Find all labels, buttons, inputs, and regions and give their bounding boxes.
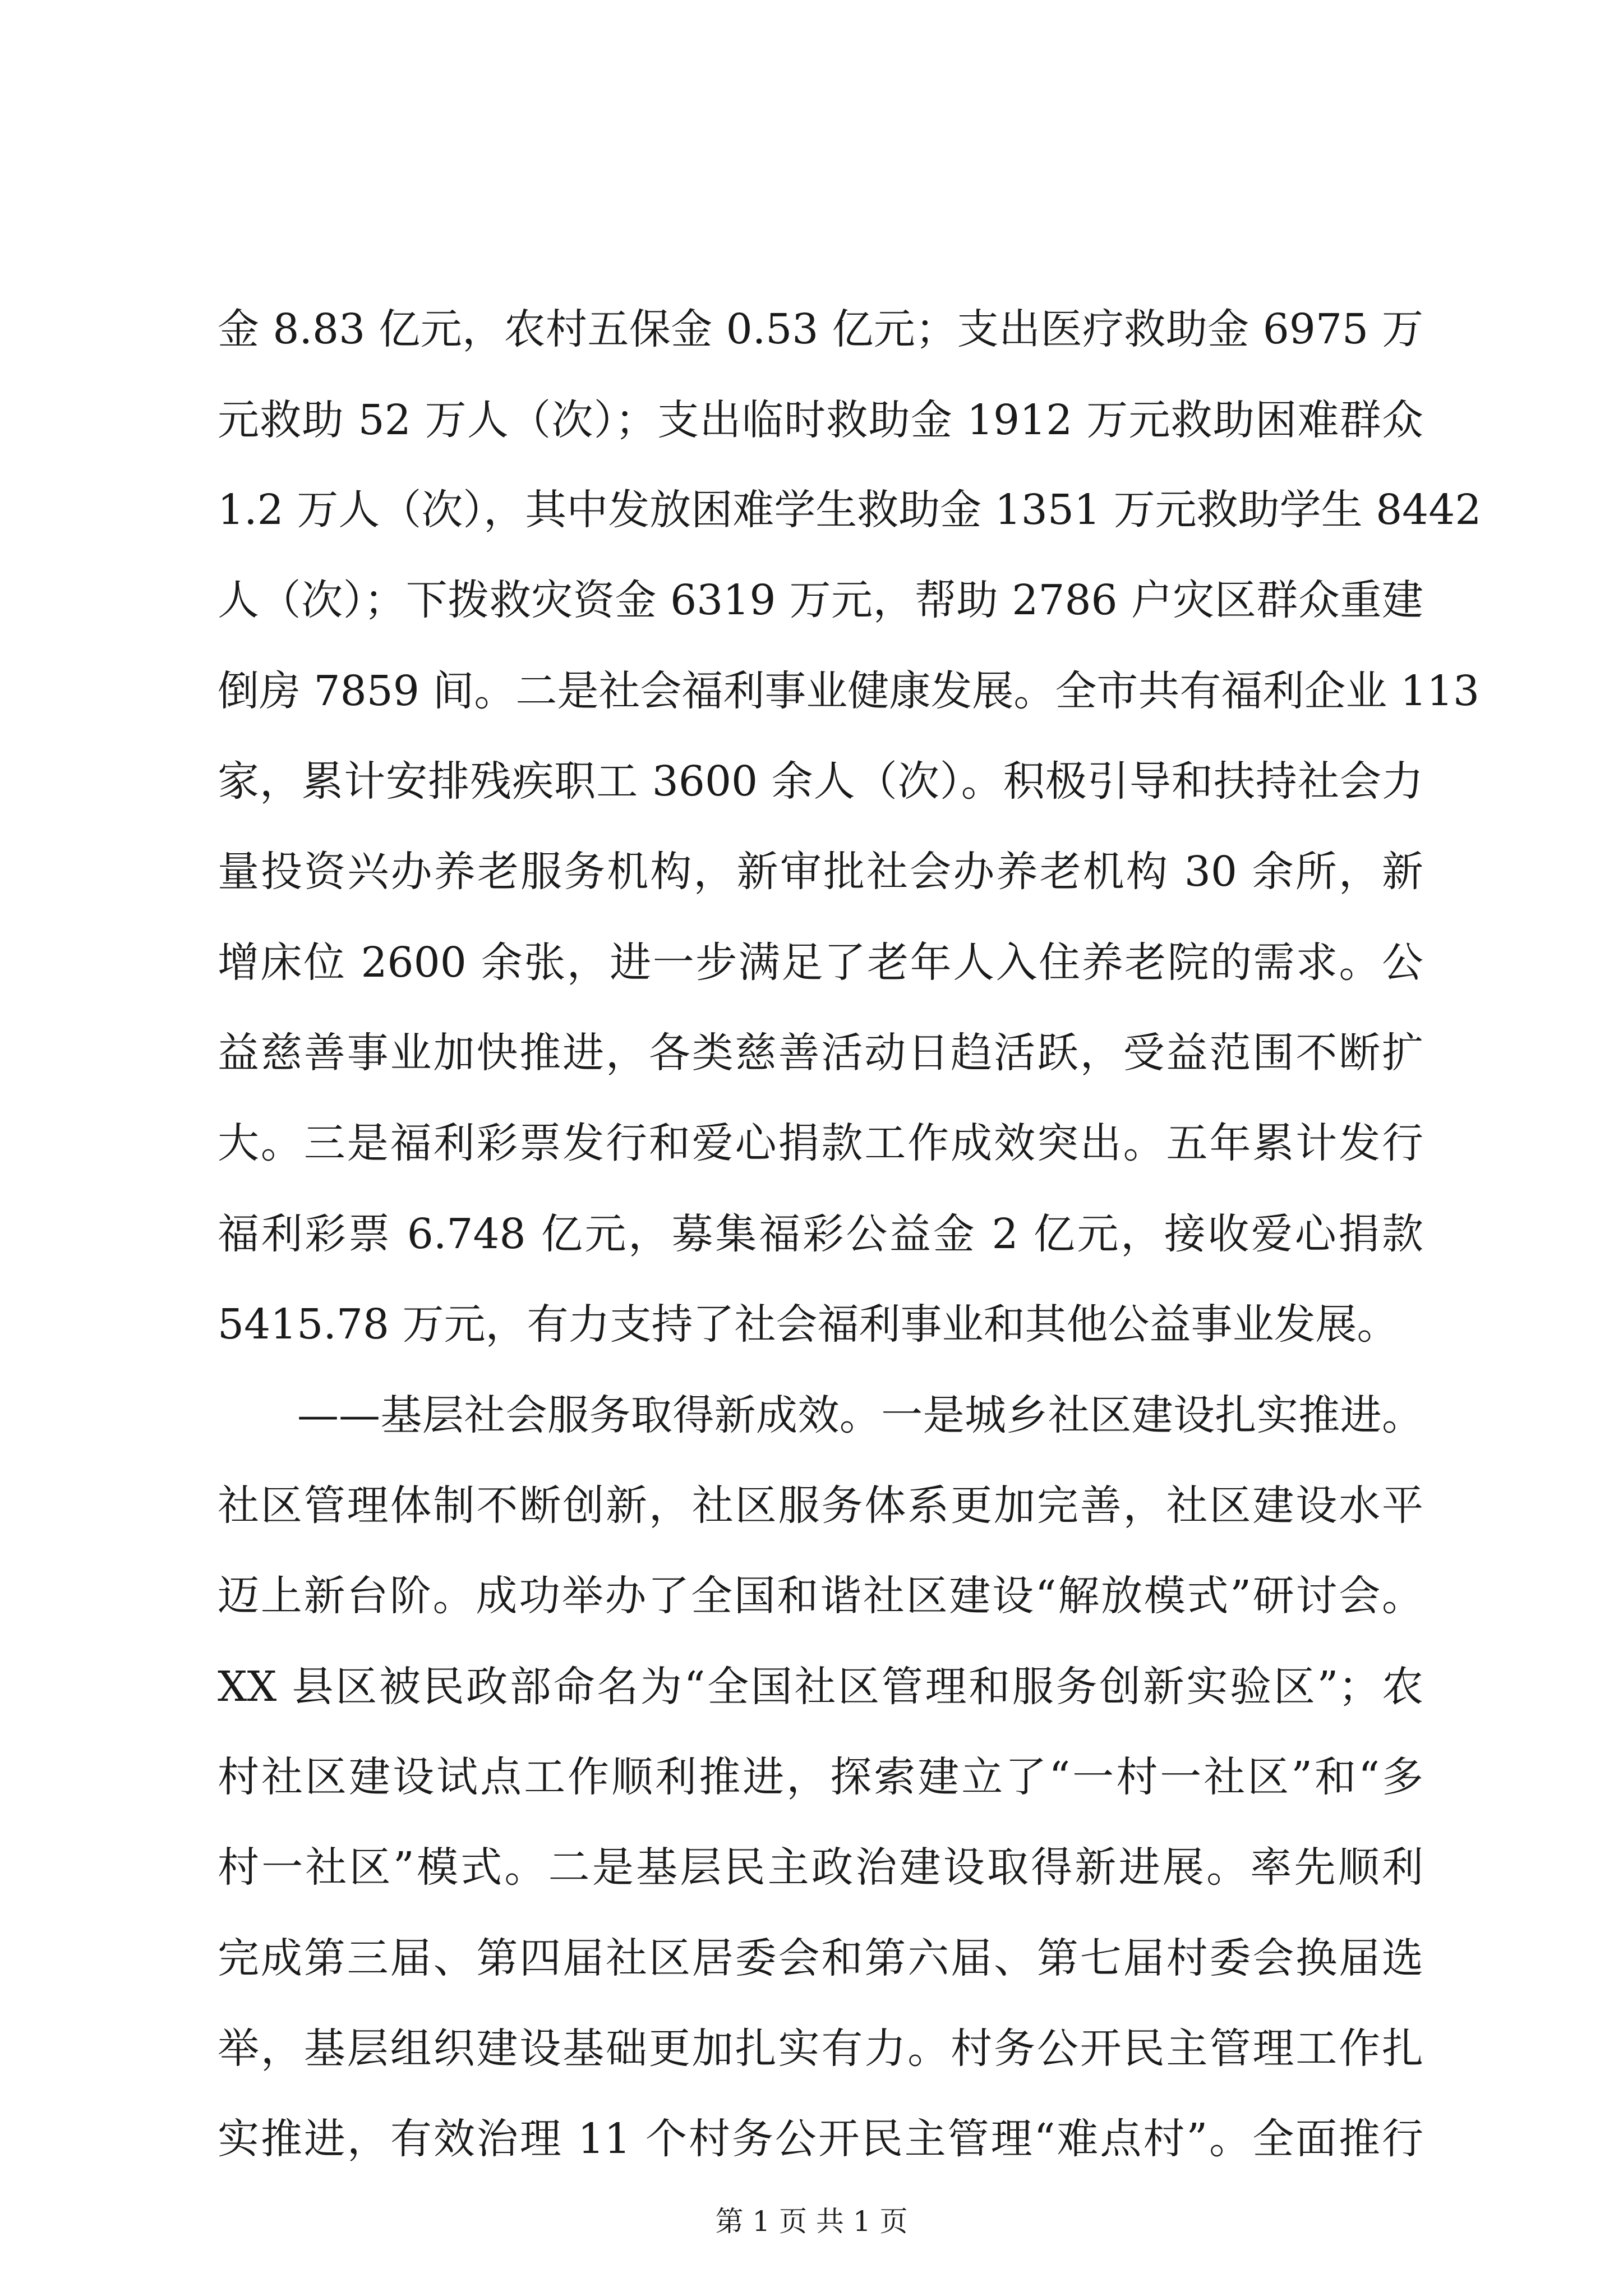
text-line: 5415.78 万元，有力支持了社会福利事业和其他公益事业发展。 <box>218 1300 1399 1349</box>
paragraph-first-line: ——基层社会服务取得新成效。一是城乡社区建设扎实推进。 <box>297 1391 1423 1439</box>
text-line: 大。三是福利彩票发行和爱心捐款工作成效突出。五年累计发行 <box>218 1119 1423 1167</box>
text-line: 益慈善事业加快推进，各类慈善活动日趋活跃，受益范围不断扩 <box>218 1029 1423 1077</box>
text-line: 完成第三届、第四届社区居委会和第六届、第七届村委会换届选 <box>218 1934 1423 1982</box>
text-line: 金 8.83 亿元，农村五保金 0.53 亿元；支出医疗救助金 6975 万 <box>218 305 1423 353</box>
text-line: 迈上新台阶。成功举办了全国和谐社区建设“解放模式”研讨会。 <box>218 1572 1423 1620</box>
text-line: 福利彩票 6.748 亿元，募集福彩公益金 2 亿元，接收爱心捐款 <box>218 1210 1423 1258</box>
text-line: 家，累计安排残疾职工 3600 余人（次）。积极引导和扶持社会力 <box>218 757 1423 806</box>
text-line: 增床位 2600 余张，进一步满足了老年人入住养老院的需求。公 <box>218 938 1423 987</box>
text-line: 举，基层组织建设基础更加扎实有力。村务公开民主管理工作扎 <box>218 2024 1423 2073</box>
text-line: 元救助 52 万人（次）；支出临时救助金 1912 万元救助困难群众 <box>218 396 1423 444</box>
text-line: 村社区建设试点工作顺利推进，探索建立了“一村一社区”和“多 <box>218 1753 1423 1801</box>
text-line: 村一社区”模式。二是基层民主政治建设取得新进展。率先顺利 <box>218 1843 1423 1892</box>
text-line: 1.2 万人（次），其中发放困难学生救助金 1351 万元救助学生 8442 <box>218 486 1482 534</box>
text-line: 社区管理体制不断创新，社区服务体系更加完善，社区建设水平 <box>218 1481 1423 1530</box>
text-line: 实推进，有效治理 11 个村务公开民主管理“难点村”。全面推行 <box>218 2115 1423 2163</box>
text-line: 量投资兴办养老服务机构，新审批社会办养老机构 30 余所，新 <box>218 848 1423 896</box>
text-line: 倒房 7859 间。二是社会福利事业健康发展。全市共有福利企业 113 <box>218 667 1480 715</box>
text-line: XX 县区被民政部命名为“全国社区管理和服务创新实验区”；农 <box>218 1663 1423 1711</box>
text-line: 人（次）；下拨救灾资金 6319 万元，帮助 2786 户灾区群众重建 <box>218 576 1423 624</box>
page-footer: 第 1 页 共 1 页 <box>715 2205 908 2238</box>
